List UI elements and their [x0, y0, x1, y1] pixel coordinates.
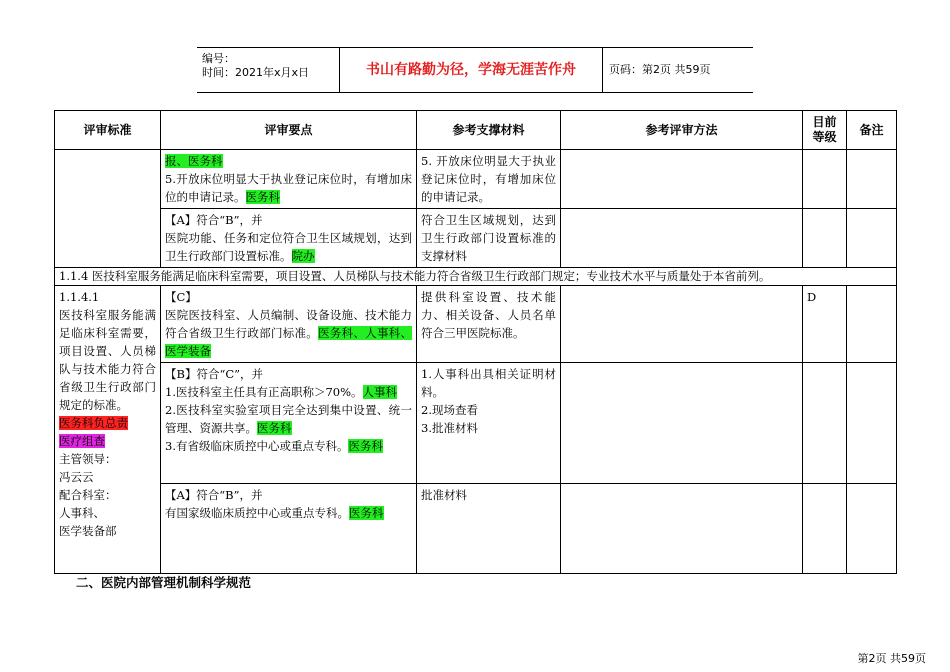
- material-item: 3.批准材料: [421, 421, 478, 435]
- cell-remarks: [847, 363, 897, 484]
- header-page-label: 页码：第2页 共59页: [609, 63, 711, 76]
- cell-standard: [55, 286, 161, 574]
- point-text: 5.开放床位明显大于执业登记床位时，有增加床位的申请记录。: [165, 172, 412, 204]
- dept-tag: 医务科、人事科、医学装备: [165, 326, 413, 358]
- point-grade-head: 【A】符合“B”，并: [165, 488, 263, 502]
- cell-standard: [55, 150, 161, 268]
- cell-points: [161, 209, 417, 268]
- col-header-method: 参考评审方法: [561, 111, 803, 150]
- table-row: [55, 209, 897, 268]
- col-header-points: 评审要点: [161, 111, 417, 150]
- cell-materials: [417, 363, 561, 484]
- point-grade-head: 【B】符合“C”，并: [165, 367, 264, 381]
- cell-points: [161, 150, 417, 209]
- table-row: [55, 363, 897, 484]
- cell-remarks: [847, 484, 897, 574]
- number-label: 编号：: [202, 52, 235, 65]
- table-header-row: [55, 111, 897, 150]
- dept-tag: 人事科: [362, 385, 398, 399]
- cell-points: [161, 286, 417, 363]
- cell-method: [561, 363, 803, 484]
- point-grade-head: 【A】符合“B”，并: [165, 213, 263, 227]
- cell-remarks: [847, 209, 897, 268]
- cell-materials: 符合卫生区域规划，达到卫生行政部门设置标准的支撑材料: [417, 209, 561, 268]
- cell-points: [161, 484, 417, 574]
- dept-name: 医学装备部: [59, 524, 117, 538]
- inspection-tag: 医疗组查: [59, 434, 105, 448]
- responsibility-tag: 医务科负总责: [59, 416, 128, 430]
- point-text: 2.医技科室实验室项目完全达到集中设置、统一管理、资源共享。: [165, 403, 412, 435]
- table-row: [55, 286, 897, 363]
- document-header: [197, 47, 753, 93]
- review-standards-table: [54, 110, 897, 574]
- dept-tag: 院办: [291, 249, 315, 263]
- col-header-materials: 参考支撑材料: [417, 111, 561, 150]
- cell-points: [161, 363, 417, 484]
- cell-level: [803, 484, 847, 574]
- lead-label: 主管领导：: [59, 452, 117, 466]
- page-footer: 第2页 共59页: [857, 652, 926, 665]
- dept-tag: 医务科: [348, 439, 383, 453]
- section-row: [55, 268, 897, 286]
- dept-tag: 医务科: [257, 421, 292, 435]
- material-item: 1.人事科出具相关证明材料。: [421, 367, 556, 399]
- point-text: 3.有省级临床质控中心或重点专科。: [165, 439, 349, 453]
- cell-method: [561, 484, 803, 574]
- dept-name: 人事科、: [59, 506, 105, 520]
- header-motto: 书山有路勤为径，学海无涯苦作舟: [340, 48, 603, 92]
- section-row-text: 1.1.4 医技科室服务能满足临床科室需要，项目设置、人员梯队与技术能力符合省级卫生行政部门规定；专业技术水平与质量处于本省前列。: [55, 268, 897, 286]
- cell-level: [803, 209, 847, 268]
- point-grade-head: 【C】: [165, 290, 197, 304]
- header-meta: [197, 48, 340, 92]
- point-text: 有国家级临床质控中心或重点专科。: [165, 506, 349, 520]
- cell-level: [803, 363, 847, 484]
- lead-name: 冯云云: [59, 470, 94, 484]
- cell-method: [561, 150, 803, 209]
- cell-remarks: [847, 286, 897, 363]
- table-row: [55, 484, 897, 574]
- cell-materials: 5. 开放床位明显大于执业登记床位时，有增加床位的申请记录。: [417, 150, 561, 209]
- standard-text: 医技科室服务能满足临床科室需要，项目设置、人员梯队与技术能力符合省级卫生行政部门规定的标准。: [59, 308, 156, 412]
- cell-remarks: [847, 150, 897, 209]
- cell-level: D: [803, 286, 847, 363]
- table-row: [55, 150, 897, 209]
- material-item: 2.现场查看: [421, 403, 478, 417]
- point-text: 医院功能、任务和定位符合卫生区域规划，达到卫生行政部门设置标准。: [165, 231, 412, 263]
- point-text: 1.医技科室主任具有正高职称＞70%。: [165, 385, 363, 399]
- cell-materials: 批准材料: [417, 484, 561, 574]
- standard-number: 1.1.4.1: [59, 290, 100, 304]
- cell-level: [803, 150, 847, 209]
- col-header-remarks: 备注: [847, 111, 897, 150]
- cell-method: [561, 286, 803, 363]
- col-header-level: 目前等级: [803, 111, 847, 150]
- date-label: 时间：2021年x月x日: [202, 66, 310, 79]
- col-header-standard: 评审标准: [55, 111, 161, 150]
- dept-tag: 医务科: [349, 506, 384, 520]
- dept-tag: 医务科: [245, 190, 280, 204]
- cell-materials: 提供科室设置、技术能力、相关设备、人员名单符合三甲医院标准。: [417, 286, 561, 363]
- dept-label: 配合科室：: [59, 488, 117, 502]
- dept-tag: 报、医务科: [165, 154, 223, 168]
- section-heading: 二、医院内部管理机制科学规范: [76, 575, 252, 590]
- point-text: 医院医技科室、人员编制、设备设施、技术能力符合省级卫生行政部门标准。: [165, 308, 412, 340]
- cell-method: [561, 209, 803, 268]
